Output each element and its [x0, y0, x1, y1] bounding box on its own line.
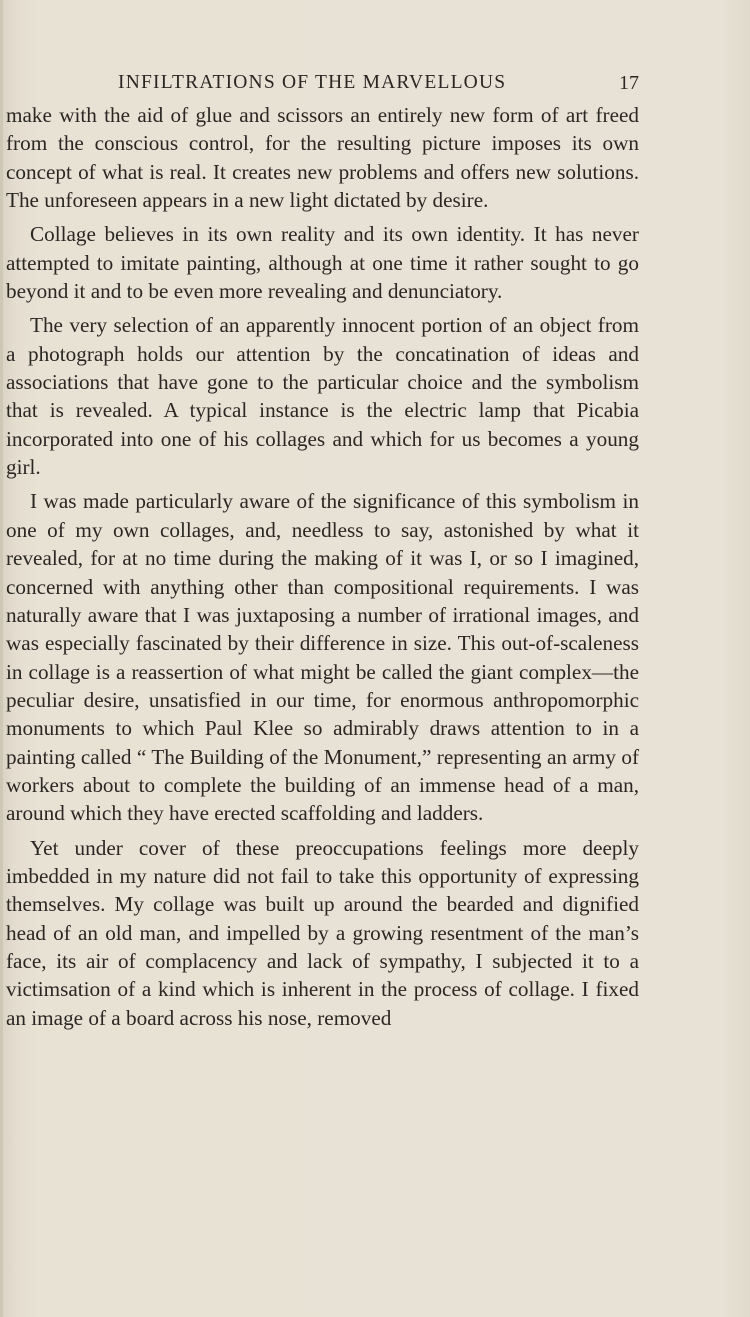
- running-head: INFILTRATIONS OF THE MARVELLOUS: [118, 72, 507, 93]
- page-header: [0, 68, 750, 98]
- page-number: 17: [619, 72, 639, 94]
- paragraph-2: Collage believes in its own reality and its own identity. It has never attempted to imitate painting, although at one time it rather sought to go beyond it and to be even more revealing and denunciatory.: [6, 222, 639, 304]
- paragraph-4: I was made particularly aware of the significance of this symbolism in one of my own collages, and, needless to say, astonished by what it revealed, for at no time during the making of it was I, or so I imagined, concerned with anything other than compositional requirements. I was naturally aware that I was juxtaposing a number of irrational images, and was especially fascinated by their difference in size. This out-of-scaleness in collage is a reassertion of what might be called the giant complex—the peculiar desire, unsatisfied in our time, for enormous anthropomorphic monuments to which Paul Klee so admirably draws attention to in a painting called “ The Building of the Monument,” representing an army of workers about to complete the building of an immense head of a man, around which they have erected scaffolding and ladders.: [6, 489, 639, 826]
- paragraph-5: Yet under cover of these preoccupations feelings more deeply imbedded in my nature did not fail to take this opportunity of expressing themselves. My collage was built up around the bearded and dignified head of an old man, and impelled by a growing resentment of the man’s face, its air of complacency and lack of sympathy, I subjected it to a victimsation of a kind which is inherent in the process of collage. I fixed an image of a board across his nose, removed: [6, 835, 639, 1030]
- paragraph-3: The very selection of an apparently innocent portion of an object from a photograph holds our attention by the concatination of ideas and associations that have gone to the particular choice and the symbolism that is revealed. A typical instance is the electric lamp that Picabia incorporated into one of his collages and which for us becomes a young girl.: [6, 313, 639, 480]
- body-text: [6, 101, 639, 1038]
- paragraph-1: make with the aid of glue and scissors an entirely new form of art freed from the conscious control, for the resulting picture imposes its own concept of what is real. It creates new problems and offers new solutions. The unforeseen appears in a new light dictated by desire.: [6, 103, 639, 213]
- page-gutter-edge: [0, 0, 3, 1317]
